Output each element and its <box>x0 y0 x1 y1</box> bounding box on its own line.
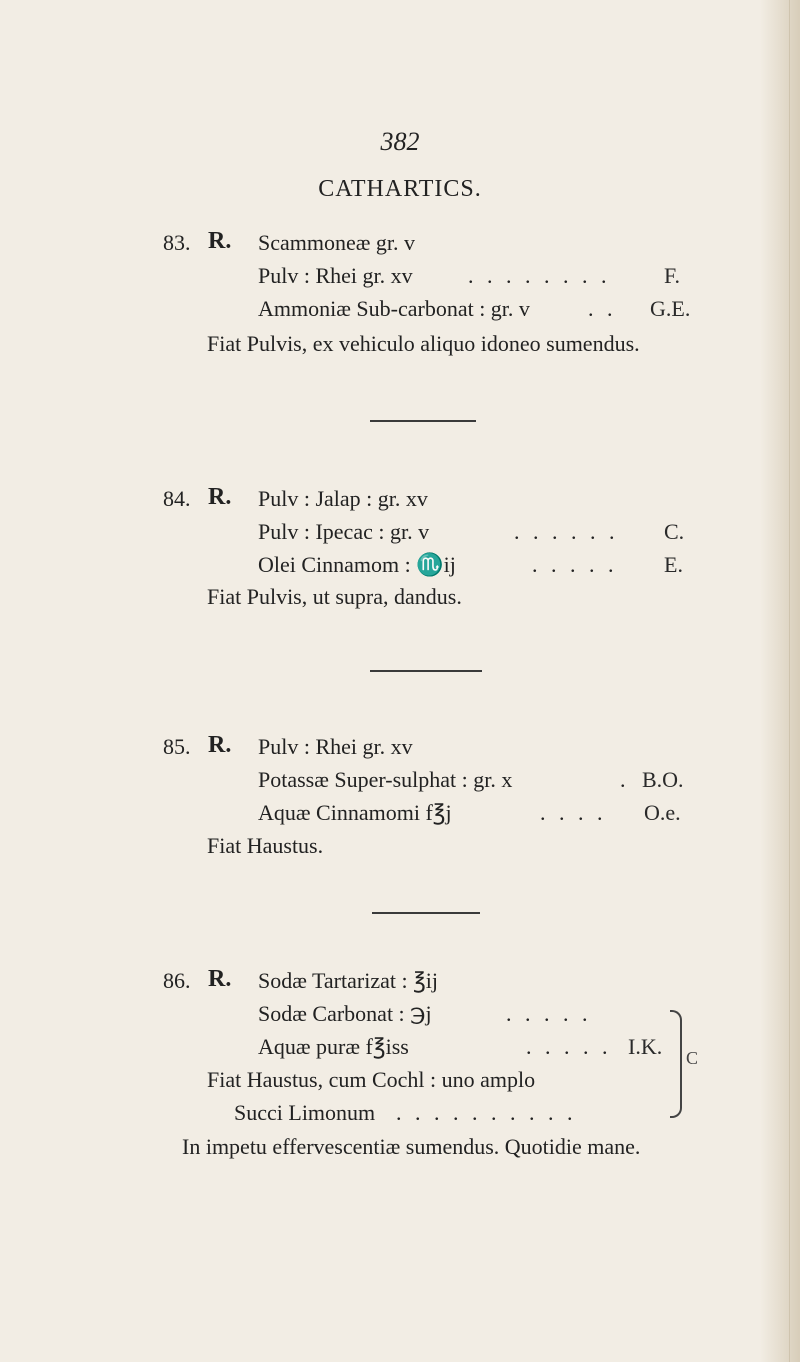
ingredient-line: Pulv : Jalap : gr. xv <box>258 486 428 511</box>
prescriber-initials: C. <box>664 519 685 544</box>
running-header: CATHARTICS. <box>318 176 482 202</box>
page-edge-line <box>789 0 790 1362</box>
prescriber-initials: I.K. <box>628 1034 663 1059</box>
prescriber-initials: O.e. <box>644 800 681 825</box>
instruction-line: Fiat Haustus. <box>207 833 324 858</box>
recipe-symbol: R. <box>208 228 232 254</box>
ingredient-line: Olei Cinnamom : ♏ij <box>258 552 456 577</box>
recipe-symbol: R. <box>208 484 232 510</box>
recipe-number: 86. <box>163 968 191 993</box>
ingredient-line: Fiat Haustus, cum Cochl : uno amplo <box>207 1067 536 1092</box>
leader-dots: . . <box>588 296 617 321</box>
leader-dots: . . . . . . . . . . <box>396 1100 577 1125</box>
prescriber-initials: G.E. <box>650 296 691 321</box>
ingredient-line: Scammoneæ gr. v <box>258 230 416 255</box>
ingredient-line: Sodæ Tartarizat : ℥ij <box>258 968 439 993</box>
prescriber-initials: B.O. <box>642 767 684 792</box>
ingredient-line: Potassæ Super-sulphat : gr. x <box>258 767 513 792</box>
instruction-line: Fiat Pulvis, ut supra, dandus. <box>207 584 462 609</box>
recipe-number: 84. <box>163 486 191 511</box>
ingredient-line: Aquæ puræ f℥iss <box>258 1034 409 1059</box>
ingredient-line: Pulv : Rhei gr. xv <box>258 734 413 759</box>
recipe-symbol: R. <box>208 732 232 758</box>
instruction-line: Fiat Pulvis, ex vehiculo aliquo idoneo sumendus. <box>207 331 640 356</box>
section-divider <box>372 912 480 914</box>
ingredient-line: Pulv : Rhei gr. xv <box>258 263 413 288</box>
prescriber-initials: F. <box>664 263 680 288</box>
leader-dots: . . . . . . <box>514 519 619 544</box>
ingredient-line: Succi Limonum <box>234 1100 376 1125</box>
leader-dots: . . . . . <box>532 552 618 577</box>
page-number: 382 <box>380 127 420 156</box>
leader-dots: . . . . <box>540 800 607 825</box>
recipe-symbol: R. <box>208 966 232 992</box>
ingredient-line: Pulv : Ipecac : gr. v <box>258 519 430 544</box>
ingredient-line: Ammoniæ Sub-carbonat : gr. v <box>258 296 530 321</box>
ingredient-line: Aquæ Cinnamomi f℥j <box>258 800 452 825</box>
leader-dots: . <box>620 767 630 792</box>
leader-dots: . . . . . <box>526 1034 612 1059</box>
recipe-number: 85. <box>163 734 191 759</box>
grouping-brace <box>670 1010 682 1118</box>
section-divider <box>370 420 476 422</box>
section-divider <box>370 670 482 672</box>
instruction-line: In impetu effervescentiæ sumendus. Quotidie mane. <box>182 1134 641 1159</box>
prescriber-initials: E. <box>664 552 683 577</box>
page-edge-shadow <box>760 0 800 1362</box>
leader-dots: . . . . . <box>506 1001 592 1026</box>
brace-initials: C <box>686 1048 699 1068</box>
recipe-number: 83. <box>163 230 191 255</box>
ingredient-line: Sodæ Carbonat : ℈j <box>258 1001 432 1026</box>
leader-dots: . . . . . . . . <box>468 263 611 288</box>
